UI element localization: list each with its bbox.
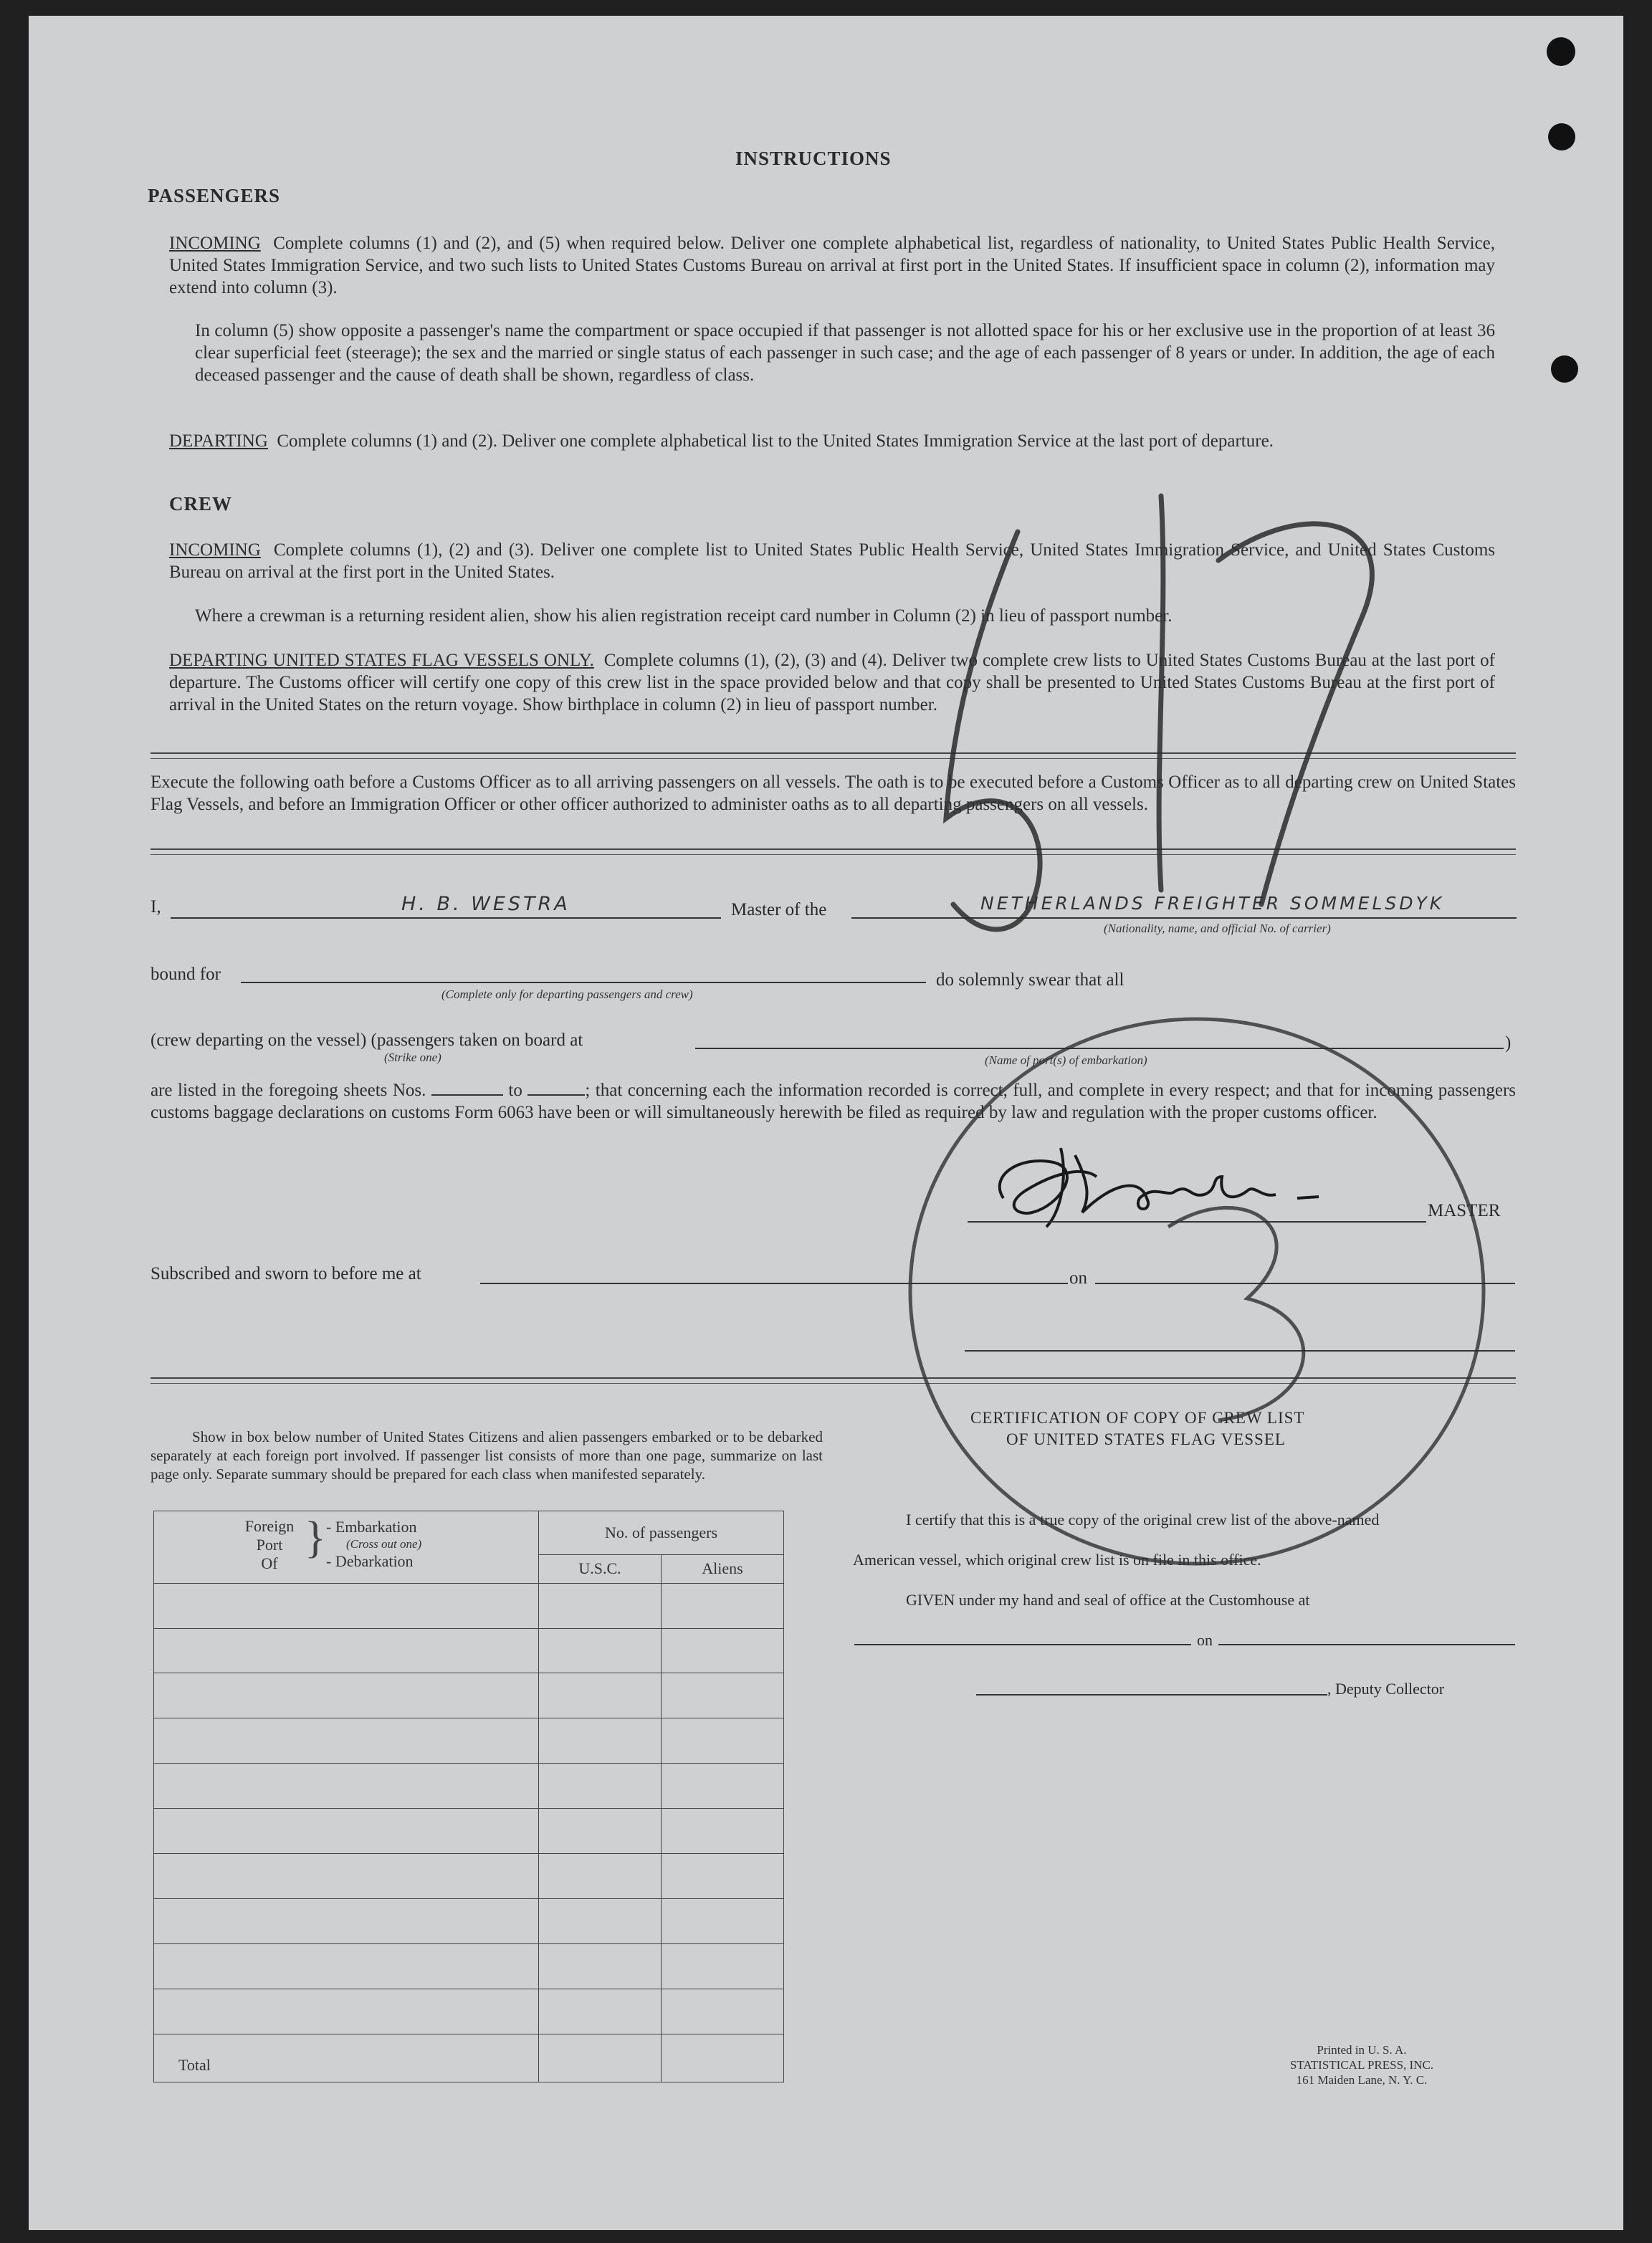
master-of-label: Master of the: [731, 900, 827, 919]
listed-text-b: ; that concerning each the information recorded is correct, full, and complete in every respect; and that for incoming passengers customs baggage declarations on customs Form 6063 have been or will simultaneously herewith be filed as required by law and regulation with the proper customs officer.: [151, 1081, 1517, 1122]
usc-cell[interactable]: [539, 1809, 662, 1854]
aliens-cell[interactable]: [662, 1943, 784, 1989]
port-cell[interactable]: [154, 1943, 539, 1989]
port-cell[interactable]: [154, 1809, 539, 1854]
sheet-from-blank[interactable]: [431, 1094, 503, 1096]
usc-cell[interactable]: [539, 1673, 662, 1718]
port-cell[interactable]: [154, 1718, 539, 1764]
certify-line-1: I certify that this is a true copy of the original crew list of the above-named: [906, 1511, 1380, 1529]
no-of-passengers-header: No. of passengers: [539, 1511, 784, 1555]
instructions-title: INSTRUCTIONS: [735, 148, 892, 169]
certification-title-2: OF UNITED STATES FLAG VESSEL: [1006, 1430, 1286, 1448]
port-label: Port: [256, 1536, 283, 1554]
box-instructions: Show in box below number of United States Citizens and alien passengers embarked or to be debarked separately at each foreign port involved. If passenger list consists of more than one page, summarize on last page only. Separate summary should be prepared for each class when manifested separately.: [151, 1428, 823, 1483]
aliens-cell[interactable]: [662, 1854, 784, 1899]
embarkation-label: - Embarkation: [326, 1518, 417, 1536]
aliens-cell[interactable]: [662, 1718, 784, 1764]
of-label: Of: [261, 1554, 278, 1572]
crew-departing-text: Complete columns (1), (2), (3) and (4). Deliver two complete crew lists to United States Customs Bureau at the last port of departure. The Customs officer will certify one copy of this crew list in the space provided below and that copy shall be presented to United States Customs Bureau at the first port of arrival in the United States on the return voyage. Show birthplace in column (2) in lieu of passport number.: [169, 651, 1495, 714]
crew-incoming-label: INCOMING: [169, 540, 261, 560]
printer-line-2: STATISTICAL PRESS, INC.: [1289, 2058, 1434, 2072]
sheet-to-blank[interactable]: [527, 1094, 585, 1096]
debarkation-label: - Debarkation: [326, 1552, 414, 1570]
aliens-cell[interactable]: [662, 1764, 784, 1809]
listed-to: to: [508, 1081, 522, 1100]
port-cell[interactable]: [154, 1989, 539, 2034]
master-label: MASTER: [1428, 1201, 1501, 1220]
handwritten-number-overlay: [860, 474, 1505, 1635]
aliens-cell[interactable]: [662, 1583, 784, 1628]
port-cell[interactable]: [154, 1673, 539, 1718]
printer-imprint: [1276, 2042, 1448, 2087]
i-label: I,: [151, 897, 161, 917]
bound-for-label: bound for: [151, 965, 221, 984]
subscribed-on-label: on: [1069, 1268, 1087, 1288]
document-sheet: [29, 16, 1623, 2230]
foreign-port-header: [154, 1511, 539, 1584]
cross-out-caption: (Cross out one): [346, 1537, 422, 1551]
port-cell[interactable]: [154, 1899, 539, 1944]
bound-for-line: [241, 982, 926, 983]
usc-cell[interactable]: [539, 1854, 662, 1899]
aliens-cell[interactable]: [662, 1899, 784, 1944]
passengers-incoming-paragraph: [169, 232, 1495, 299]
port-cell[interactable]: [154, 1764, 539, 1809]
crew-returning-paragraph: Where a crewman is a returning resident alien, show his alien registration receipt card number in Column (2) in lieu of passport number.: [195, 606, 1173, 626]
total-label: Total: [154, 2034, 539, 2082]
brace-icon: }: [305, 1513, 326, 1562]
certification-title-1: CERTIFICATION OF COPY OF CREW LIST: [970, 1409, 1305, 1427]
cert-on-label: on: [1197, 1631, 1213, 1649]
usc-cell[interactable]: [539, 1943, 662, 1989]
usc-cell[interactable]: [539, 1583, 662, 1628]
punch-hole: [1548, 123, 1575, 150]
close-paren: ): [1505, 1033, 1512, 1053]
incoming-text: Complete columns (1) and (2), and (5) when required below. Deliver one complete alphabetical list, regardless of nationality, to United States Public Health Service, United States Immigration Service, and two such lists to United States Customs Bureau on arrival at first port in the United States. If insufficient space in column (2), information may extend into column (3).: [169, 234, 1496, 297]
crew-departing-text: (crew departing on the vessel) (passengers taken on board at: [151, 1030, 583, 1050]
departing-text: Complete columns (1) and (2). Deliver one complete alphabetical list to the United States Immigration Service at the last port of departure.: [277, 431, 1274, 451]
column5-paragraph: In column (5) show opposite a passenger's name the compartment or space occupied if that passenger is not allotted space for his or her exclusive use in the proportion of at least 36 clear superficial feet (steerage); the sex and the married or single status of each passenger in such case; and the age of each passenger of 8 years or under. In addition, the age of each deceased passenger and the cause of death shall be shown, regardless of class.: [195, 321, 1495, 385]
usc-cell[interactable]: [539, 1718, 662, 1764]
aliens-total-cell[interactable]: [662, 2034, 784, 2082]
port-cell[interactable]: [154, 1854, 539, 1899]
given-line: GIVEN under my hand and seal of office at the Customhouse at: [906, 1591, 1310, 1609]
usc-header: U.S.C.: [539, 1554, 662, 1583]
certify-line-2: American vessel, which original crew list is on file in this office.: [853, 1551, 1261, 1569]
vessel-name: NETHERLANDS FREIGHTER SOMMELSDYK: [980, 893, 1445, 914]
printer-line-1: Printed in U. S. A.: [1317, 2043, 1407, 2057]
passengers-heading: PASSENGERS: [148, 185, 281, 206]
usc-cell[interactable]: [539, 1899, 662, 1944]
foreign-label: Foreign: [244, 1517, 295, 1535]
punch-hole: [1551, 355, 1578, 383]
usc-cell[interactable]: [539, 1764, 662, 1809]
swear-text: do solemnly swear that all: [936, 970, 1125, 990]
port-cell[interactable]: [154, 1583, 539, 1628]
crew-incoming-text: Complete columns (1), (2) and (3). Deliver one complete list to United States Public Health Service, United States Immigration Service, and United States Customs Bureau on arrival at the first port in the United States.: [169, 540, 1495, 582]
subscribed-label: Subscribed and sworn to before me at: [151, 1264, 421, 1283]
usc-total-cell[interactable]: [539, 2034, 662, 2082]
deputy-collector-line: [976, 1694, 1327, 1696]
aliens-cell[interactable]: [662, 1628, 784, 1673]
usc-cell[interactable]: [539, 1628, 662, 1673]
master-name-line: [171, 917, 721, 919]
master-name: H. B. WESTRA: [401, 893, 570, 915]
printer-line-3: 161 Maiden Lane, N. Y. C.: [1296, 2073, 1428, 2087]
aliens-header: Aliens: [662, 1554, 784, 1583]
port-caption: (Name of port(s) of embarkation): [985, 1053, 1147, 1067]
customhouse-line: [854, 1644, 1191, 1645]
crew-heading: CREW: [169, 493, 233, 515]
bound-for-caption: (Complete only for departing passengers and crew): [441, 987, 693, 1001]
punch-hole: [1547, 37, 1575, 66]
aliens-cell[interactable]: [662, 1809, 784, 1854]
aliens-cell[interactable]: [662, 1673, 784, 1718]
passenger-count-table: [153, 1511, 784, 2082]
strike-one-caption: (Strike one): [384, 1051, 441, 1064]
oath-intro: Execute the following oath before a Customs Officer as to all arriving passengers on all vessels. The oath is to be executed before a Customs Officer as to all departing crew on United States Flag Vessels, and before an Immigration Officer or other officer authorized to administer oaths as to all departing passengers on all vessels.: [151, 773, 1516, 814]
usc-cell[interactable]: [539, 1989, 662, 2034]
passengers-departing-paragraph: [169, 430, 1495, 452]
vessel-caption: (Nationality, name, and official No. of carrier): [1104, 922, 1331, 935]
cert-date-line: [1218, 1644, 1515, 1645]
departing-label: DEPARTING: [169, 431, 268, 451]
deputy-collector-label: , Deputy Collector: [1327, 1680, 1445, 1698]
listed-text-a: are listed in the foregoing sheets Nos.: [151, 1081, 426, 1100]
port-cell[interactable]: [154, 1628, 539, 1673]
crew-departing-label: DEPARTING UNITED STATES FLAG VESSELS ONLY.: [169, 651, 594, 670]
aliens-cell[interactable]: [662, 1989, 784, 2034]
incoming-label: INCOMING: [169, 234, 261, 253]
